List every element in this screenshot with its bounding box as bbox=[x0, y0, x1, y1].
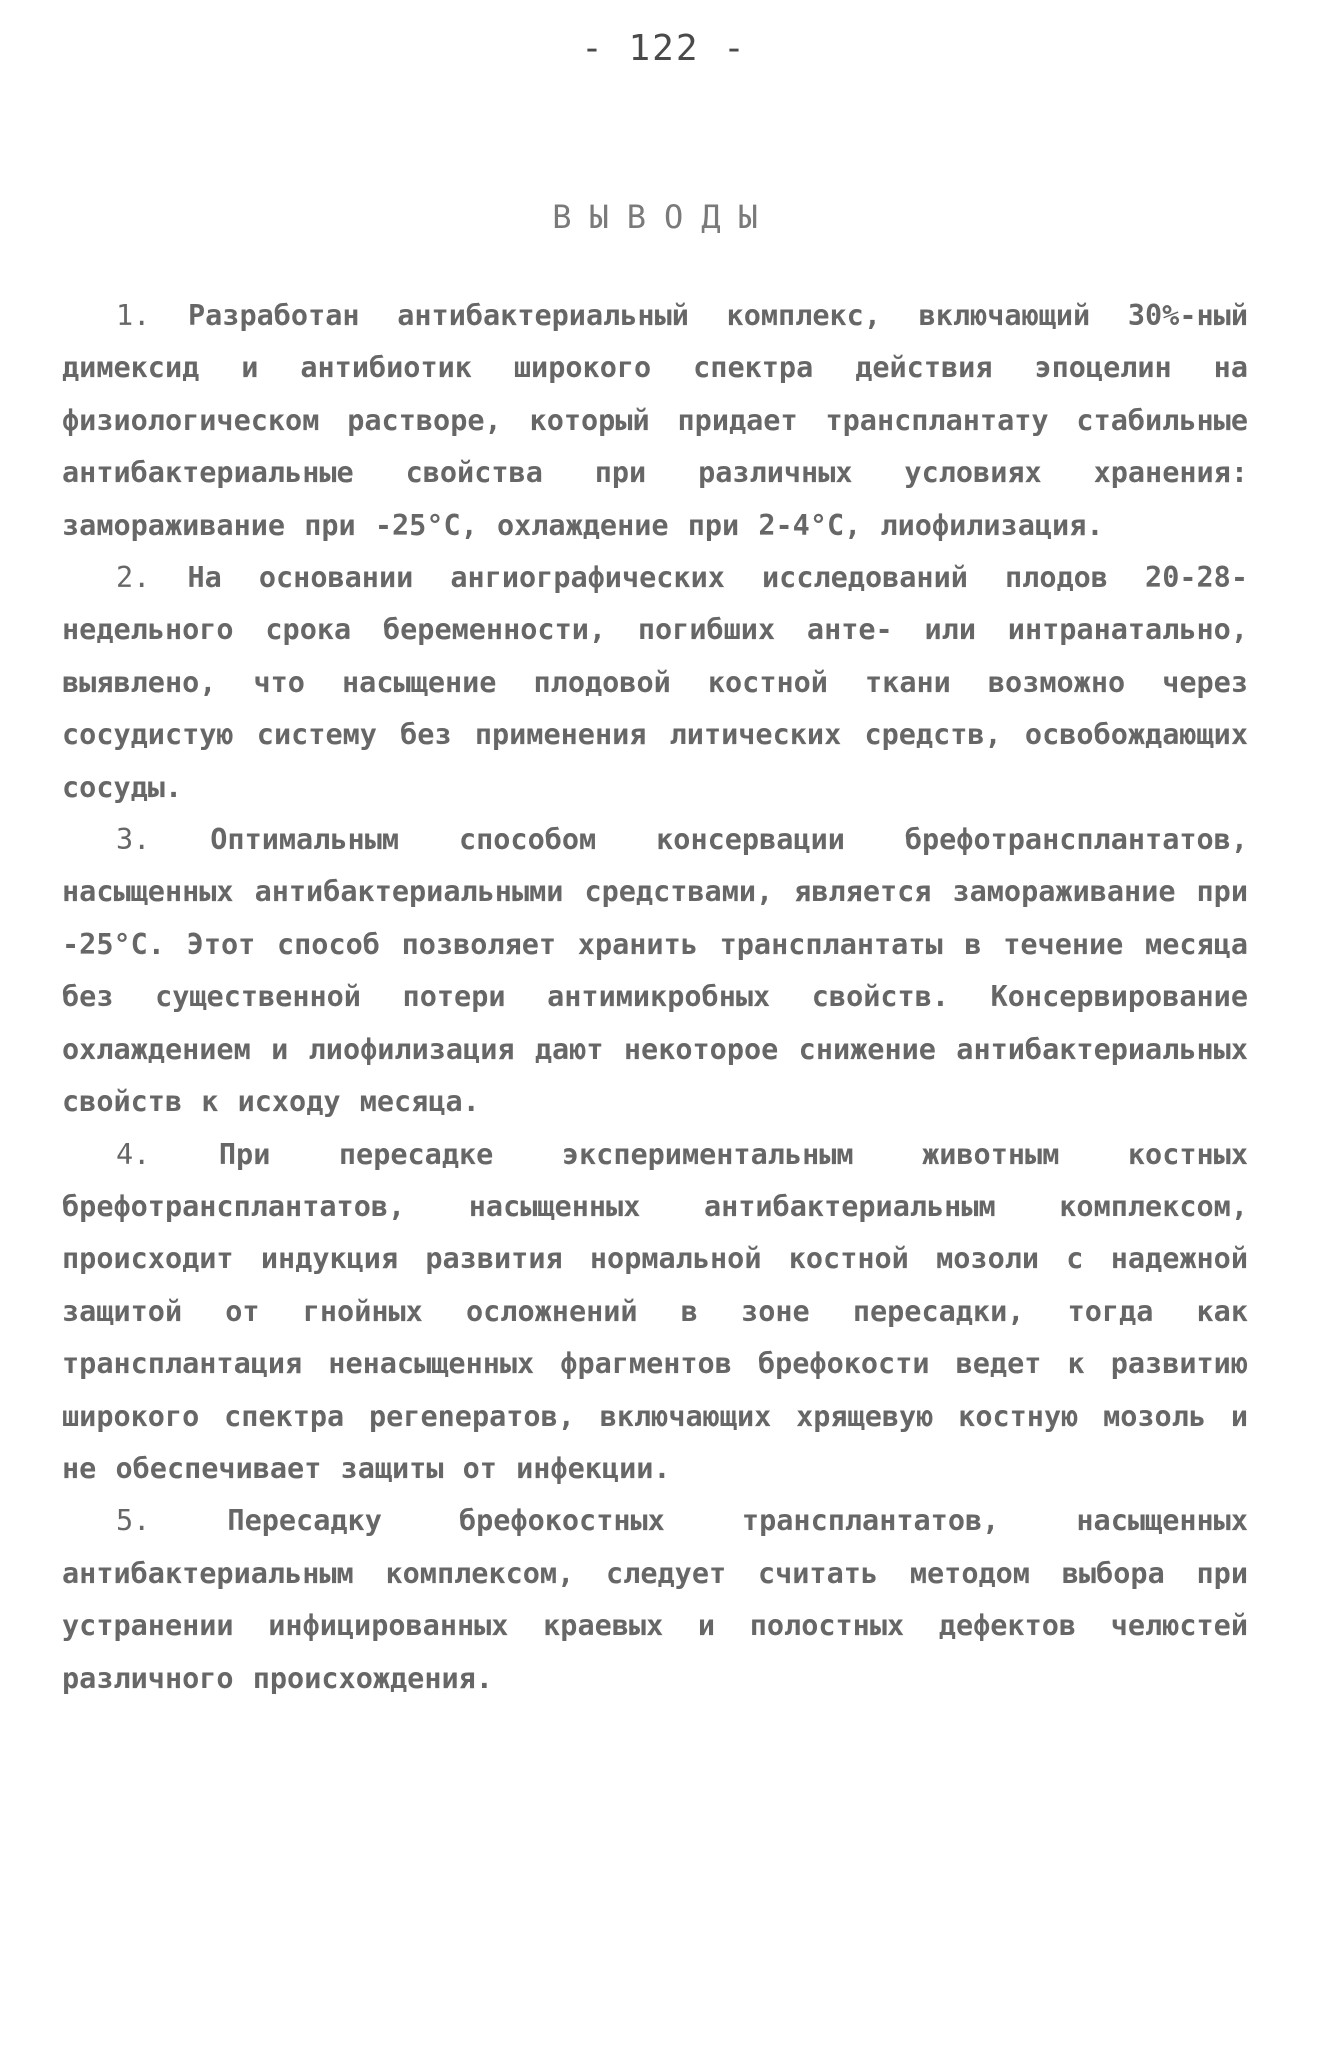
conclusion-text: При пересадке экспериментальным животным костных брефотрансплантатов, насыщенных антибактериальным комплексом, происходит индукция развития нормальной костной мозоли с надежной защитой от гнойных осложнений в зоне пересадки, тогда как трансплантация ненасыщенных фрагментов брефокости ведет к развитию широкого спектра регeneратов, включающих хрящевую костную мозоль и не обеспечивает защиты от инфекции. bbox=[62, 1137, 1248, 1485]
conclusion-text: Разработан антибактериальный комплекс, включающий 30%-ный димексид и антибиотик широкого спектра действия эпоцелин на физиологическом растворе, который придает трансплантату стабильные антибактериальные свойства при различных условиях хранения: замораживание при -25°С, охлаждение при 2-4°С, лиофилизация. bbox=[62, 299, 1248, 542]
conclusion-text: Оптимальным способом консервации брефотрансплантатов, насыщенных антибактериальными средствами, является замораживание при -25°С. Этот способ позволяет хранить трансплантаты в течение месяца без существенной потери антимикробных свойств. Консервирование охлаждением и лиофилизация дают некоторое снижение антибактериальных свойств к исходу месяца. bbox=[62, 823, 1248, 1119]
conclusion-paragraph bbox=[62, 1129, 1248, 1496]
section-heading: ВЫВОДЫ bbox=[552, 198, 776, 236]
page-number: - 122 - bbox=[581, 28, 747, 69]
conclusion-text: Пересадку брефокостных трансплантатов, насыщенных антибактериальным комплексом, следует считать методом выбора при устранении инфицированных краевых и полостных дефектов челюстей различного происхождения. bbox=[62, 1504, 1248, 1695]
conclusion-paragraph bbox=[62, 1495, 1248, 1705]
conclusion-number: 3. bbox=[116, 823, 151, 857]
conclusion-number: 1. bbox=[116, 299, 151, 332]
conclusion-paragraph bbox=[62, 814, 1248, 1128]
conclusion-paragraph bbox=[62, 552, 1248, 814]
conclusion-number: 2. bbox=[116, 561, 151, 595]
conclusion-number: 5. bbox=[116, 1504, 151, 1538]
conclusion-number: 4. bbox=[116, 1137, 151, 1171]
conclusions-list bbox=[62, 290, 1248, 1705]
conclusion-text: На основании ангиографических исследований плодов 20-28-недельного срока беременности, погибших анте- или интранатально, выявлено, что насыщение плодовой костной ткани возможно через сосудистую систему без применения литических средств, освобождающих сосуды. bbox=[62, 561, 1248, 804]
conclusion-paragraph bbox=[62, 290, 1248, 552]
